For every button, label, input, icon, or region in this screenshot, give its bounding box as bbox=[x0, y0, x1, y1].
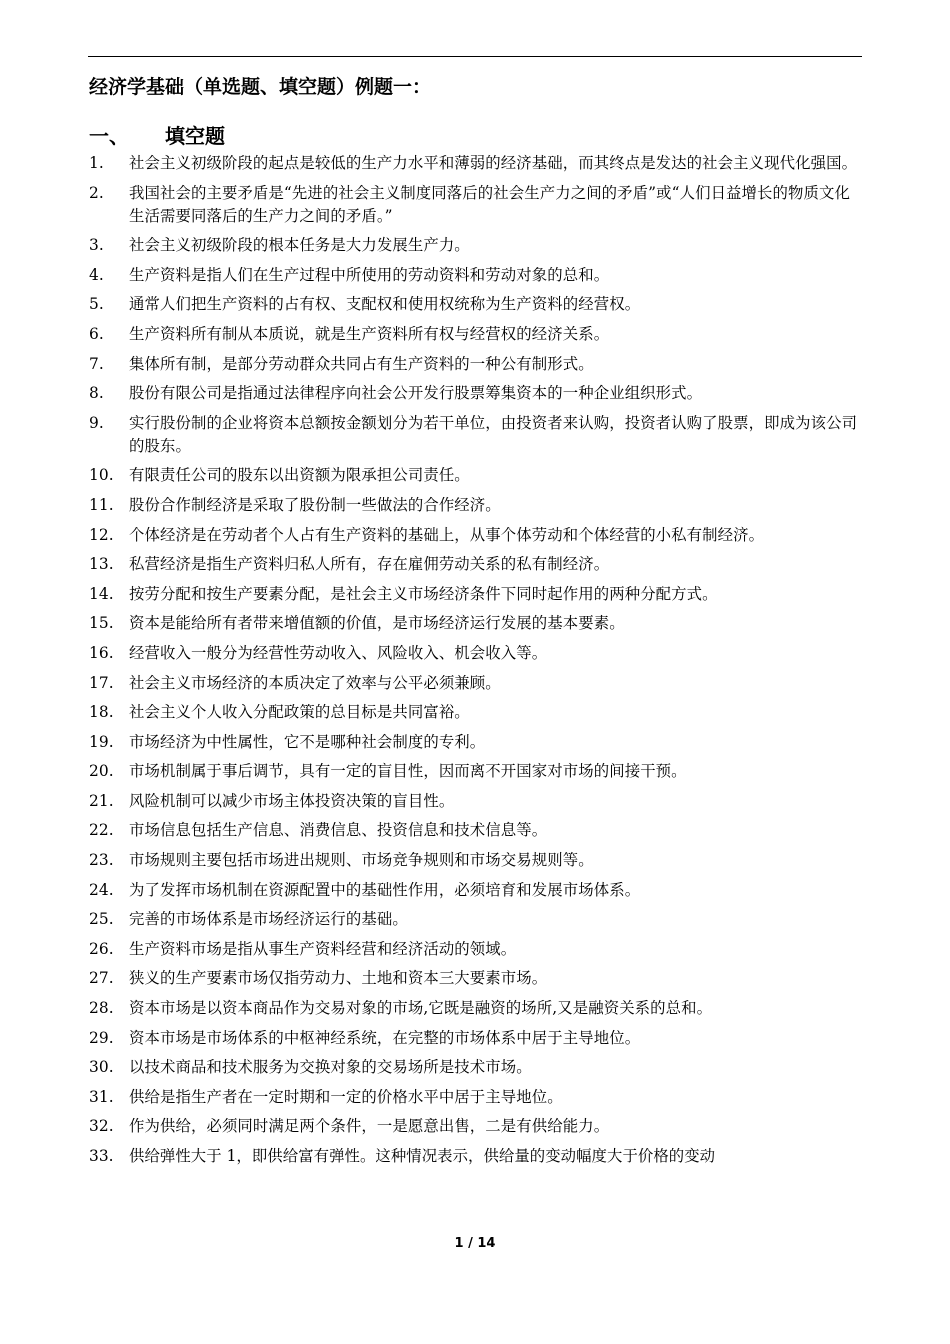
list-item bbox=[89, 790, 861, 813]
item-text: 市场信息包括生产信息、消费信息、投资信息和技术信息等。 bbox=[129, 821, 548, 840]
item-number: 2. bbox=[89, 183, 104, 202]
item-text: 生产资料市场是指从事生产资料经营和经济活动的领域。 bbox=[129, 939, 517, 958]
list-item bbox=[89, 1145, 861, 1168]
item-text: 市场机制属于事后调节，具有一定的盲目性，因而离不开国家对市场的间接干预。 bbox=[129, 762, 687, 781]
item-text: 市场规则主要包括市场进出规则、市场竞争规则和市场交易规则等。 bbox=[129, 851, 594, 870]
list-item bbox=[89, 1056, 861, 1079]
item-text: 为了发挥市场机制在资源配置中的基础性作用，必须培育和发展市场体系。 bbox=[129, 880, 641, 899]
list-item bbox=[89, 353, 861, 376]
item-number: 4. bbox=[89, 265, 104, 284]
item-number: 5. bbox=[89, 295, 104, 314]
item-text: 资本是能给所有者带来增值额的价值，是市场经济运行发展的基本要素。 bbox=[129, 614, 625, 633]
list-item bbox=[89, 819, 861, 842]
list-item bbox=[89, 494, 861, 517]
item-number: 18. bbox=[89, 703, 114, 722]
item-number: 1. bbox=[89, 154, 104, 172]
item-number: 14. bbox=[89, 584, 114, 603]
list-item bbox=[89, 464, 861, 487]
item-number: 16. bbox=[89, 643, 114, 662]
list-item bbox=[89, 293, 861, 316]
list-item bbox=[89, 234, 861, 257]
item-text: 生产资料所有制从本质说，就是生产资料所有权与经营权的经济关系。 bbox=[129, 324, 610, 343]
list-item bbox=[89, 1086, 861, 1109]
item-text: 市场经济为中性属性，它不是哪种社会制度的专利。 bbox=[129, 732, 486, 751]
item-number: 31. bbox=[89, 1087, 114, 1106]
item-text: 经营收入一般分为经营性劳动收入、风险收入、机会收入等。 bbox=[129, 643, 548, 662]
list-item bbox=[89, 182, 861, 228]
list-item bbox=[89, 642, 861, 665]
list-item bbox=[89, 701, 861, 724]
list-item bbox=[89, 264, 861, 287]
list-item bbox=[89, 553, 861, 576]
item-text: 生产资料是指人们在生产过程中所使用的劳动资料和劳动对象的总和。 bbox=[129, 265, 610, 284]
list-item bbox=[89, 760, 861, 783]
list-item bbox=[89, 524, 861, 547]
item-number: 33. bbox=[89, 1147, 114, 1165]
list-item bbox=[89, 412, 861, 458]
item-number: 3. bbox=[89, 236, 104, 255]
list-item bbox=[89, 1115, 861, 1138]
section-title: 填空题 bbox=[165, 124, 225, 148]
item-text: 集体所有制，是部分劳动群众共同占有生产资料的一种公有制形式。 bbox=[129, 354, 594, 373]
item-text: 资本市场是以资本商品作为交易对象的市场,它既是融资的场所,又是融资关系的总和。 bbox=[129, 999, 713, 1018]
item-number: 9. bbox=[89, 413, 104, 432]
item-number: 8. bbox=[89, 384, 104, 403]
header-rule bbox=[88, 56, 862, 57]
item-number: 17. bbox=[89, 673, 114, 692]
item-text: 我国社会的主要矛盾是“先进的社会主义制度同落后的社会生产力之间的矛盾”或“人们日益增长的物质文化生活需要同落后的生产力之间的矛盾。” bbox=[129, 183, 850, 225]
list-item bbox=[89, 152, 861, 175]
item-number: 23. bbox=[89, 851, 114, 870]
list-item bbox=[89, 849, 861, 872]
list-item bbox=[89, 672, 861, 695]
list-item bbox=[89, 583, 861, 606]
item-text: 风险机制可以减少市场主体投资决策的盲目性。 bbox=[129, 791, 455, 810]
item-number: 11. bbox=[89, 495, 114, 514]
item-number: 25. bbox=[89, 910, 114, 929]
item-number: 24. bbox=[89, 880, 114, 899]
item-number: 21. bbox=[89, 791, 114, 810]
item-number: 19. bbox=[89, 732, 114, 751]
item-number: 26. bbox=[89, 939, 114, 958]
item-number: 15. bbox=[89, 614, 114, 633]
item-text: 社会主义市场经济的本质决定了效率与公平必须兼顾。 bbox=[129, 673, 501, 692]
item-number: 29. bbox=[89, 1028, 114, 1047]
list-item bbox=[89, 967, 861, 990]
item-text: 私营经济是指生产资料归私人所有，存在雇佣劳动关系的私有制经济。 bbox=[129, 555, 610, 574]
list-item bbox=[89, 323, 861, 346]
item-number: 7. bbox=[89, 354, 104, 373]
item-text: 以技术商品和技术服务为交换对象的交易场所是技术市场。 bbox=[129, 1058, 532, 1077]
item-text: 社会主义个人收入分配政策的总目标是共同富裕。 bbox=[129, 703, 470, 722]
item-text: 社会主义初级阶段的起点是较低的生产力水平和薄弱的经济基础，而其终点是发达的社会主义现代化强国。 bbox=[129, 154, 858, 172]
item-text: 股份有限公司是指通过法律程序向社会公开发行股票筹集资本的一种企业组织形式。 bbox=[129, 384, 703, 403]
item-text: 社会主义初级阶段的根本任务是大力发展生产力。 bbox=[129, 236, 470, 255]
item-number: 30. bbox=[89, 1058, 114, 1077]
section-heading bbox=[89, 120, 225, 149]
item-number: 12. bbox=[89, 525, 114, 544]
list-item bbox=[89, 1027, 861, 1050]
item-number: 6. bbox=[89, 324, 104, 343]
item-text: 供给是指生产者在一定时期和一定的价格水平中居于主导地位。 bbox=[129, 1087, 563, 1106]
item-text: 供给弹性大于 1，即供给富有弹性。这种情况表示，供给量的变动幅度大于价格的变动 bbox=[129, 1147, 716, 1165]
list-item bbox=[89, 997, 861, 1020]
item-number: 27. bbox=[89, 969, 114, 988]
item-text: 资本市场是市场体系的中枢神经系统，在完整的市场体系中居于主导地位。 bbox=[129, 1028, 641, 1047]
list-item bbox=[89, 382, 861, 405]
item-number: 32. bbox=[89, 1117, 114, 1136]
item-text: 个体经济是在劳动者个人占有生产资料的基础上，从事个体劳动和个体经营的小私有制经济。 bbox=[129, 525, 765, 544]
item-text: 通常人们把生产资料的占有权、支配权和使用权统称为生产资料的经营权。 bbox=[129, 295, 641, 314]
item-text: 股份合作制经济是采取了股份制一些做法的合作经济。 bbox=[129, 495, 501, 514]
list-item bbox=[89, 612, 861, 635]
item-text: 实行股份制的企业将资本总额按金额划分为若干单位，由投资者来认购，投资者认购了股票，即成为该公司的股东。 bbox=[129, 413, 858, 455]
item-text: 按劳分配和按生产要素分配，是社会主义市场经济条件下同时起作用的两种分配方式。 bbox=[129, 584, 718, 603]
item-number: 20. bbox=[89, 762, 114, 781]
list-item bbox=[89, 731, 861, 754]
question-list bbox=[89, 152, 861, 1175]
document-title: 经济学基础（单选题、填空题）例题一： bbox=[89, 76, 432, 98]
section-number: 一、 bbox=[89, 124, 129, 148]
item-text: 完善的市场体系是市场经济运行的基础。 bbox=[129, 910, 408, 929]
item-text: 有限责任公司的股东以出资额为限承担公司责任。 bbox=[129, 466, 470, 485]
item-text: 作为供给，必须同时满足两个条件，一是愿意出售，二是有供给能力。 bbox=[129, 1117, 610, 1136]
item-number: 28. bbox=[89, 999, 114, 1018]
list-item bbox=[89, 879, 861, 902]
item-number: 22. bbox=[89, 821, 114, 840]
item-number: 13. bbox=[89, 555, 114, 574]
page-indicator: 1 / 14 bbox=[454, 1236, 496, 1251]
list-item bbox=[89, 908, 861, 931]
list-item bbox=[89, 938, 861, 961]
item-text: 狭义的生产要素市场仅指劳动力、土地和资本三大要素市场。 bbox=[129, 969, 548, 988]
item-number: 10. bbox=[89, 466, 114, 485]
